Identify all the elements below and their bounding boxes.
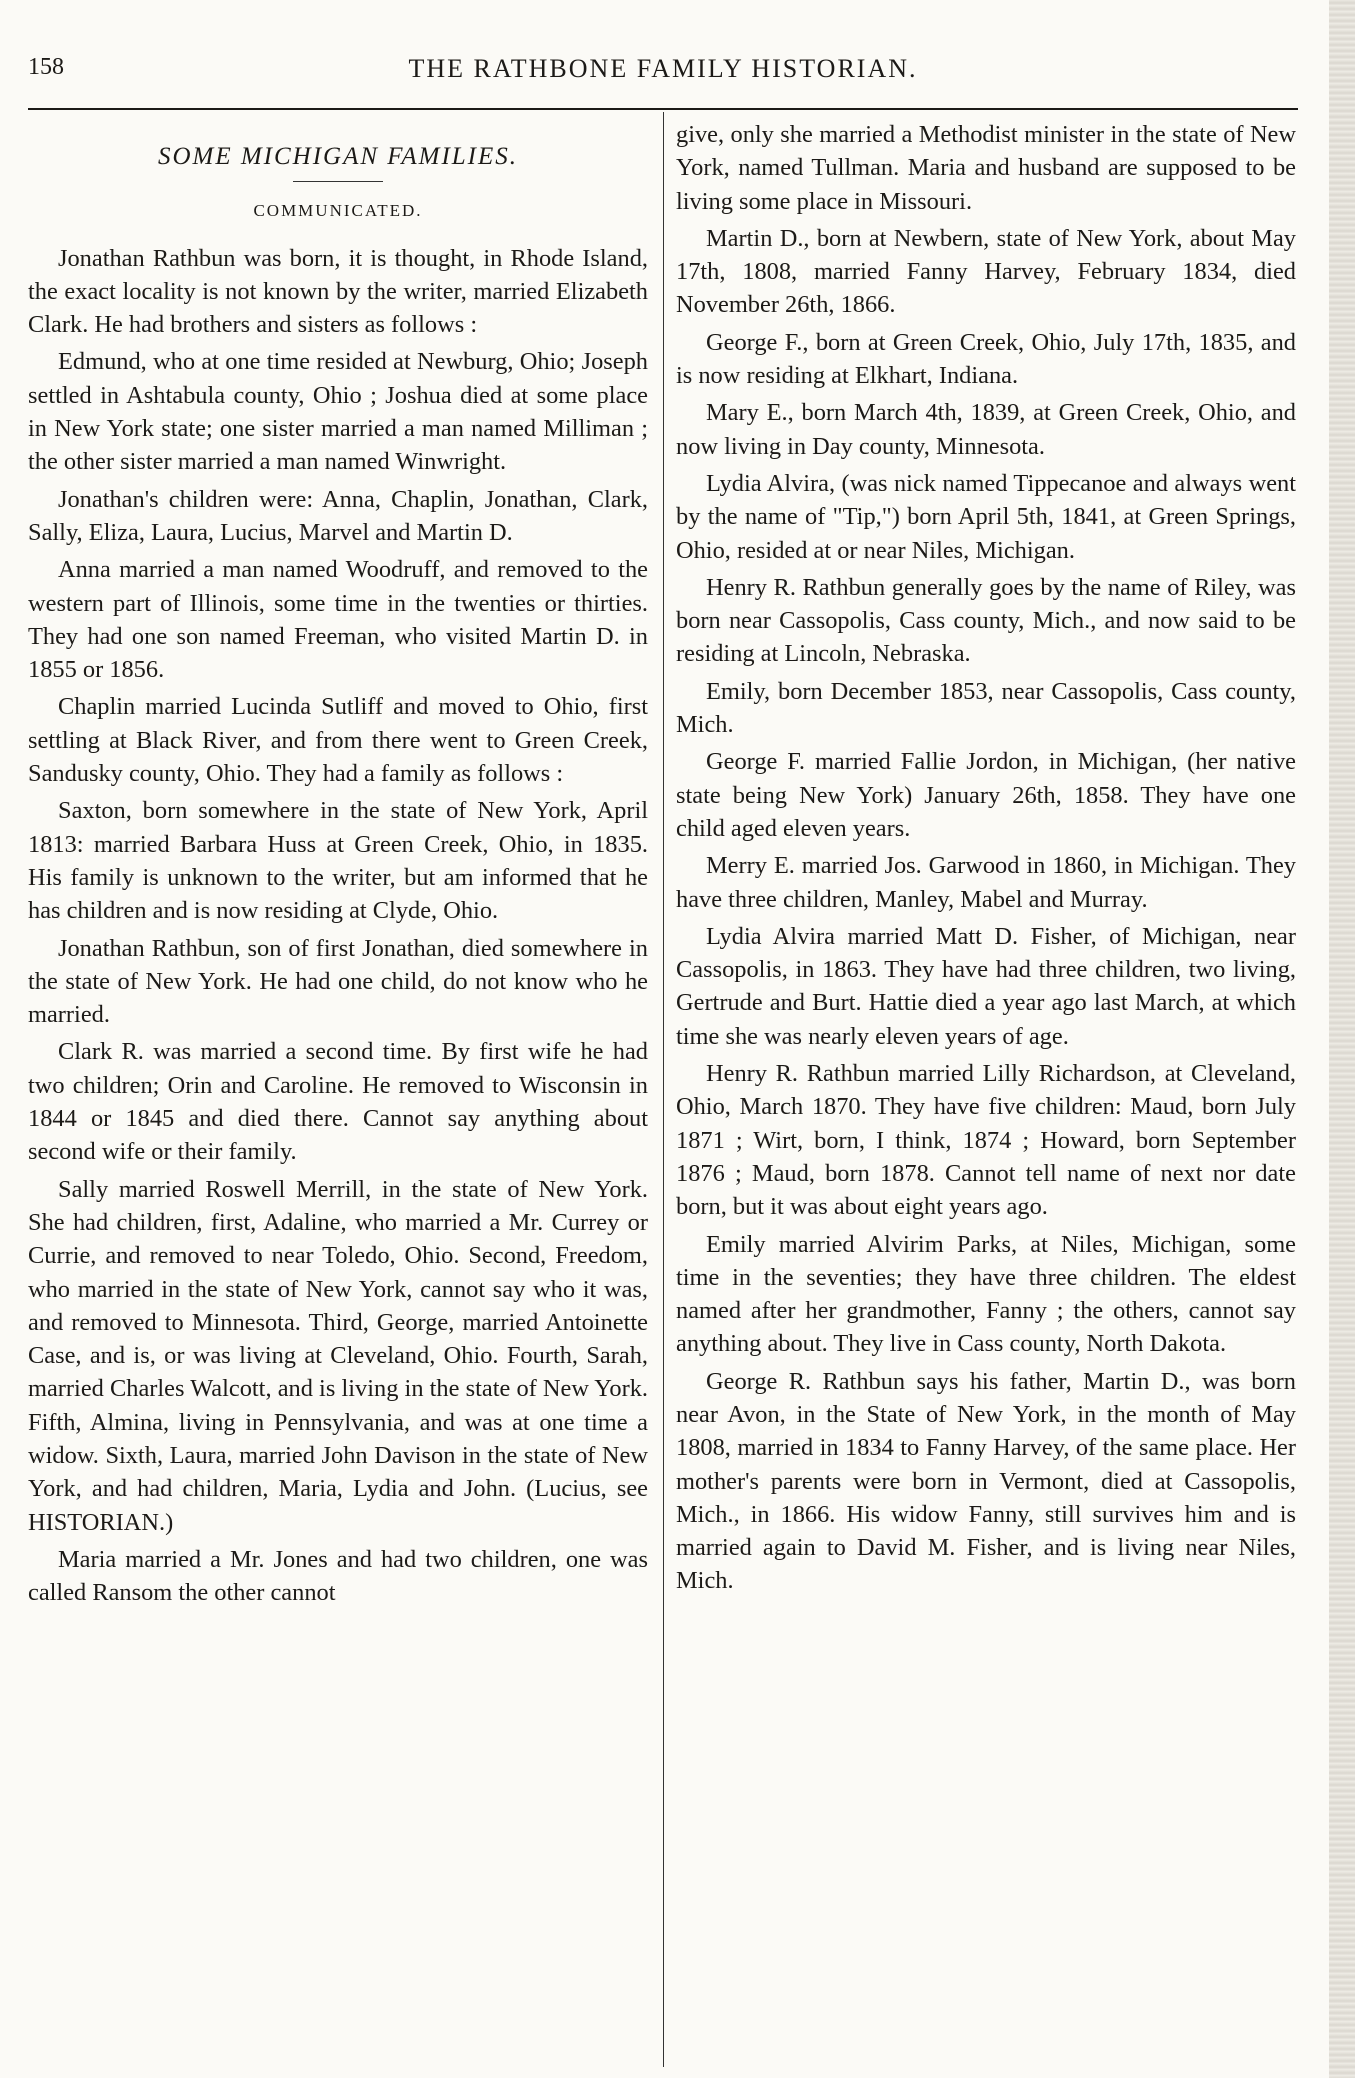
paragraph: Chaplin married Lucinda Sutliff and moved to Ohio, first settling at Black River, and from there went to Green Creek, Sandusky county, Ohio. They had a family as follows :	[28, 693, 648, 788]
page-edge-scan-artifact	[1329, 0, 1355, 2078]
paragraph: Clark R. was married a second time. By first wife he had two children; Orin and Caroline. He removed to Wisconsin in 1844 or 1845 and died there. Cannot say anything about second wife or their family.	[28, 1038, 648, 1166]
paragraph: Lydia Alvira married Matt D. Fisher, of Michigan, near Cassopolis, in 1863. They have had three children, two living, Gertrude and Burt. Hattie died a year ago last March, at which time she was nearly eleven years of age.	[676, 922, 1296, 1050]
paragraph: Jonathan Rathbun was born, it is thought, in Rhode Island, the exact locality is not known by the writer, married Elizabeth Clark. He had brothers and sisters as follows :	[28, 244, 648, 339]
paragraph: George F., born at Green Creek, Ohio, July 17th, 1835, and is now residing at Elkhart, Indiana.	[676, 328, 1296, 390]
paragraph: Emily married Alvirim Parks, at Niles, Michigan, some time in the seventies; they have three children. The eldest named after her grandmother, Fanny ; the others, cannot say anything about. They live in Cass county, North Dakota.	[676, 1230, 1296, 1358]
article-title: SOME MICHIGAN FAMILIES.	[157, 143, 519, 170]
journal-title: THE RATHBONE FAMILY HISTORIAN.	[408, 54, 918, 83]
paragraph: Maria married a Mr. Jones and had two children, one was called Ransom the other cannot	[28, 1545, 648, 1607]
paragraph: Mary E., born March 4th, 1839, at Green Creek, Ohio, and now living in Day county, Minnesota.	[676, 399, 1296, 460]
paragraph: Lydia Alvira, (was nick named Tippecanoe and always went by the name of "Tip,") born April 5th, 1841, at Green Springs, Ohio, resided at or near Niles, Michigan.	[676, 469, 1296, 564]
title-rule	[293, 181, 383, 182]
column-rule	[663, 112, 664, 2067]
paragraph: Jonathan Rathbun, son of first Jonathan, died somewhere in the state of New York. He had one child, do not know who he married.	[28, 934, 648, 1029]
paragraph: George F. married Fallie Jordon, in Michigan, (her native state being New York) January 26th, 1858. They have one child aged eleven years.	[676, 748, 1296, 842]
paragraph: Sally married Roswell Merrill, in the state of New York. She had children, first, Adaline, who married a Mr. Currey or Currie, and removed to near Toledo, Ohio. Second, Freedom, who married in the state of New York, cannot say who it was, and removed to Minnesota. Third, George, married Antoinette Case, and is, or was living at Cleveland, Ohio. Fourth, Sarah, married Charles Walcott, and is living in the state of New York. Fifth, Almina, living in Pennsylvania, and was at one time a widow. Sixth, Laura, married John Davison in the state of New York, and had children, Maria, Lydia and John. (Lucius, see HISTORIAN.)	[28, 1175, 648, 1536]
paragraph: Saxton, born somewhere in the state of New York, April 1813: married Barbara Huss at Green Creek, Ohio, in 1835. His family is unknown to the writer, but am informed that he has children and is now residing at Clyde, Ohio.	[28, 797, 648, 925]
header-rule	[28, 108, 1298, 110]
paragraph: Henry R. Rathbun generally goes by the name of Riley, was born near Cassopolis, Cass county, Mich., and now said to be residing at Lincoln, Nebraska.	[676, 573, 1296, 668]
running-head	[28, 54, 1298, 90]
right-column	[676, 118, 1296, 1602]
paragraph: Merry E. married Jos. Garwood in 1860, in Michigan. They have three children, Manley, Mabel and Murray.	[676, 852, 1296, 913]
paragraph: Martin D., born at Newbern, state of New York, about May 17th, 1808, married Fanny Harvey, February 1834, died November 26th, 1866.	[676, 224, 1296, 319]
paragraph: Edmund, who at one time resided at Newburg, Ohio; Joseph settled in Ashtabula county, Ohio ; Joshua died at some place in New York state; one sister married a man named Milliman ; the other sister married a man named Winwright.	[28, 348, 648, 476]
paragraph: Anna married a man named Woodruff, and removed to the western part of Illinois, some time in the twenties or thirties. They had one son named Freeman, who visited Martin D. in 1855 or 1856.	[28, 556, 648, 684]
paragraph: Henry R. Rathbun married Lilly Richardson, at Cleveland, Ohio, March 1870. They have five children: Maud, born July 1871 ; Wirt, born, I think, 1874 ; Howard, born September 1876 ; Maud, born 1878. Cannot tell name of next nor date born, but it was about eight years ago.	[676, 1060, 1296, 1221]
left-column	[28, 118, 648, 1613]
paragraph: George R. Rathbun says his father, Martin D., was born near Avon, in the State of New York, in the month of May 1808, married in 1834 to Fanny Harvey, of the same place. Her mother's parents were born in Vermont, died at Cassopolis, Mich., in 1866. His widow Fanny, still survives him and is married again to David M. Fisher, and is living near Niles, Mich.	[676, 1367, 1296, 1595]
paragraph-continued: give, only she married a Methodist minister in the state of New York, named Tullman. Maria and husband are supposed to be living some place in Missouri.	[676, 121, 1296, 215]
paragraph: Emily, born December 1853, near Cassopolis, Cass county, Mich.	[676, 677, 1296, 739]
page-number: 158	[28, 54, 64, 80]
paragraph: Jonathan's children were: Anna, Chaplin, Jonathan, Clark, Sally, Eliza, Laura, Lucius, Marvel and Martin D.	[28, 485, 648, 546]
article-byline: COMMUNICATED.	[253, 201, 423, 221]
